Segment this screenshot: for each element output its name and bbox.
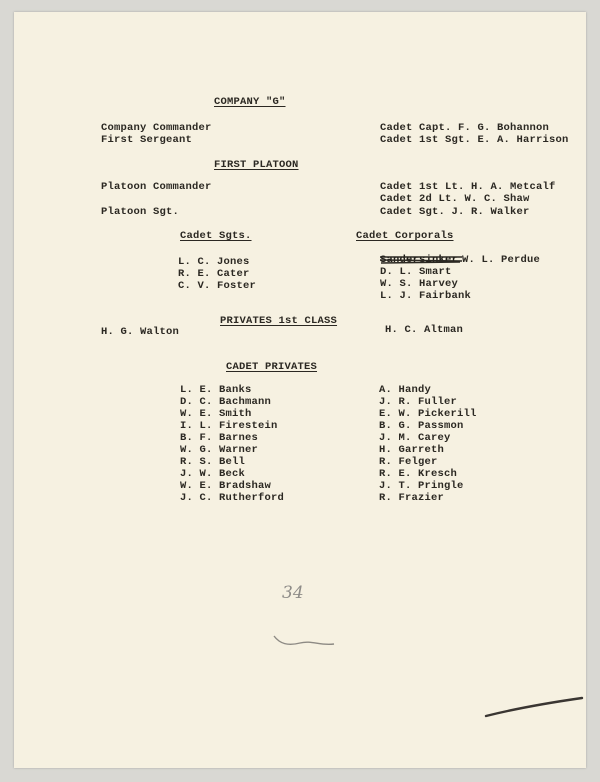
platoon-sgt-label: Platoon Sgt. <box>101 206 180 218</box>
cadet-private-name: H. Garreth <box>379 444 445 456</box>
cadet-private-name: W. E. Bradshaw <box>180 480 272 492</box>
cadet-sgt-name: R. E. Cater <box>178 268 250 280</box>
cadet-corporal-name: W. S. Harvey <box>380 278 459 290</box>
platoon-commander-name-1: Cadet 1st Lt. H. A. Metcalf <box>380 181 556 193</box>
cadet-private-name: E. W. Pickerill <box>379 408 477 420</box>
page-number: 34 <box>282 583 304 603</box>
cadet-private-name: W. E. Smith <box>180 408 252 420</box>
cadet-private-name: R. Frazier <box>379 492 445 504</box>
cadet-privates-heading: CADET PRIVATES <box>226 361 318 373</box>
cadet-private-name: J. T. Pringle <box>379 480 464 492</box>
cadet-private-name: J. C. Rutherford <box>180 492 285 504</box>
cadet-private-name: A. Handy <box>379 384 432 396</box>
strikeout-mark <box>378 252 464 266</box>
cadet-private-name: D. C. Bachmann <box>180 396 272 408</box>
cadet-private-name: R. Felger <box>379 456 438 468</box>
cadet-corporals-heading: Cadet Corporals <box>356 230 454 242</box>
platoon-commander-label: Platoon Commander <box>101 181 212 193</box>
officer-role-first-sergeant: First Sergeant <box>101 134 193 146</box>
private-first-class-right: H. C. Altman <box>385 324 464 336</box>
cadet-private-name: W. G. Warner <box>180 444 259 456</box>
cadet-private-name: J. R. Fuller <box>379 396 458 408</box>
cadet-private-name: L. E. Banks <box>180 384 252 396</box>
platoon-commander-name-2: Cadet 2d Lt. W. C. Shaw <box>380 193 530 205</box>
cadet-sgts-heading: Cadet Sgts. <box>180 230 252 242</box>
officer-role-commander: Company Commander <box>101 122 212 134</box>
struck-out-name: Sandersinker <box>380 254 459 266</box>
cadet-sgt-name: L. C. Jones <box>178 256 250 268</box>
pencil-squiggle-mark <box>270 630 340 654</box>
cadet-corporal-name: D. L. Smart <box>380 266 452 278</box>
officer-name-first-sergeant: Cadet 1st Sgt. E. A. Harrison <box>380 134 569 146</box>
ink-stroke-mark <box>480 692 590 722</box>
cadet-private-name: J. M. Carey <box>379 432 451 444</box>
cadet-private-name: R. E. Kresch <box>379 468 458 480</box>
cadet-private-name: J. W. Beck <box>180 468 246 480</box>
company-title: COMPANY "G" <box>214 96 286 108</box>
private-first-class-left: H. G. Walton <box>101 326 180 338</box>
cadet-private-name: B. G. Passmon <box>379 420 464 432</box>
officer-name-commander: Cadet Capt. F. G. Bohannon <box>380 122 550 134</box>
cadet-private-name: I. L. Firestein <box>180 420 278 432</box>
cadet-corporal-name: W. L. Perdue <box>462 254 541 266</box>
cadet-corporal-name: L. J. Fairbank <box>380 290 472 302</box>
cadet-private-name: B. F. Barnes <box>180 432 259 444</box>
platoon-sgt-name: Cadet Sgt. J. R. Walker <box>380 206 530 218</box>
privates-first-class-heading: PRIVATES 1st CLASS <box>220 315 338 327</box>
cadet-sgt-name: C. V. Foster <box>178 280 257 292</box>
cadet-private-name: R. S. Bell <box>180 456 246 468</box>
first-platoon-heading: FIRST PLATOON <box>214 159 299 171</box>
